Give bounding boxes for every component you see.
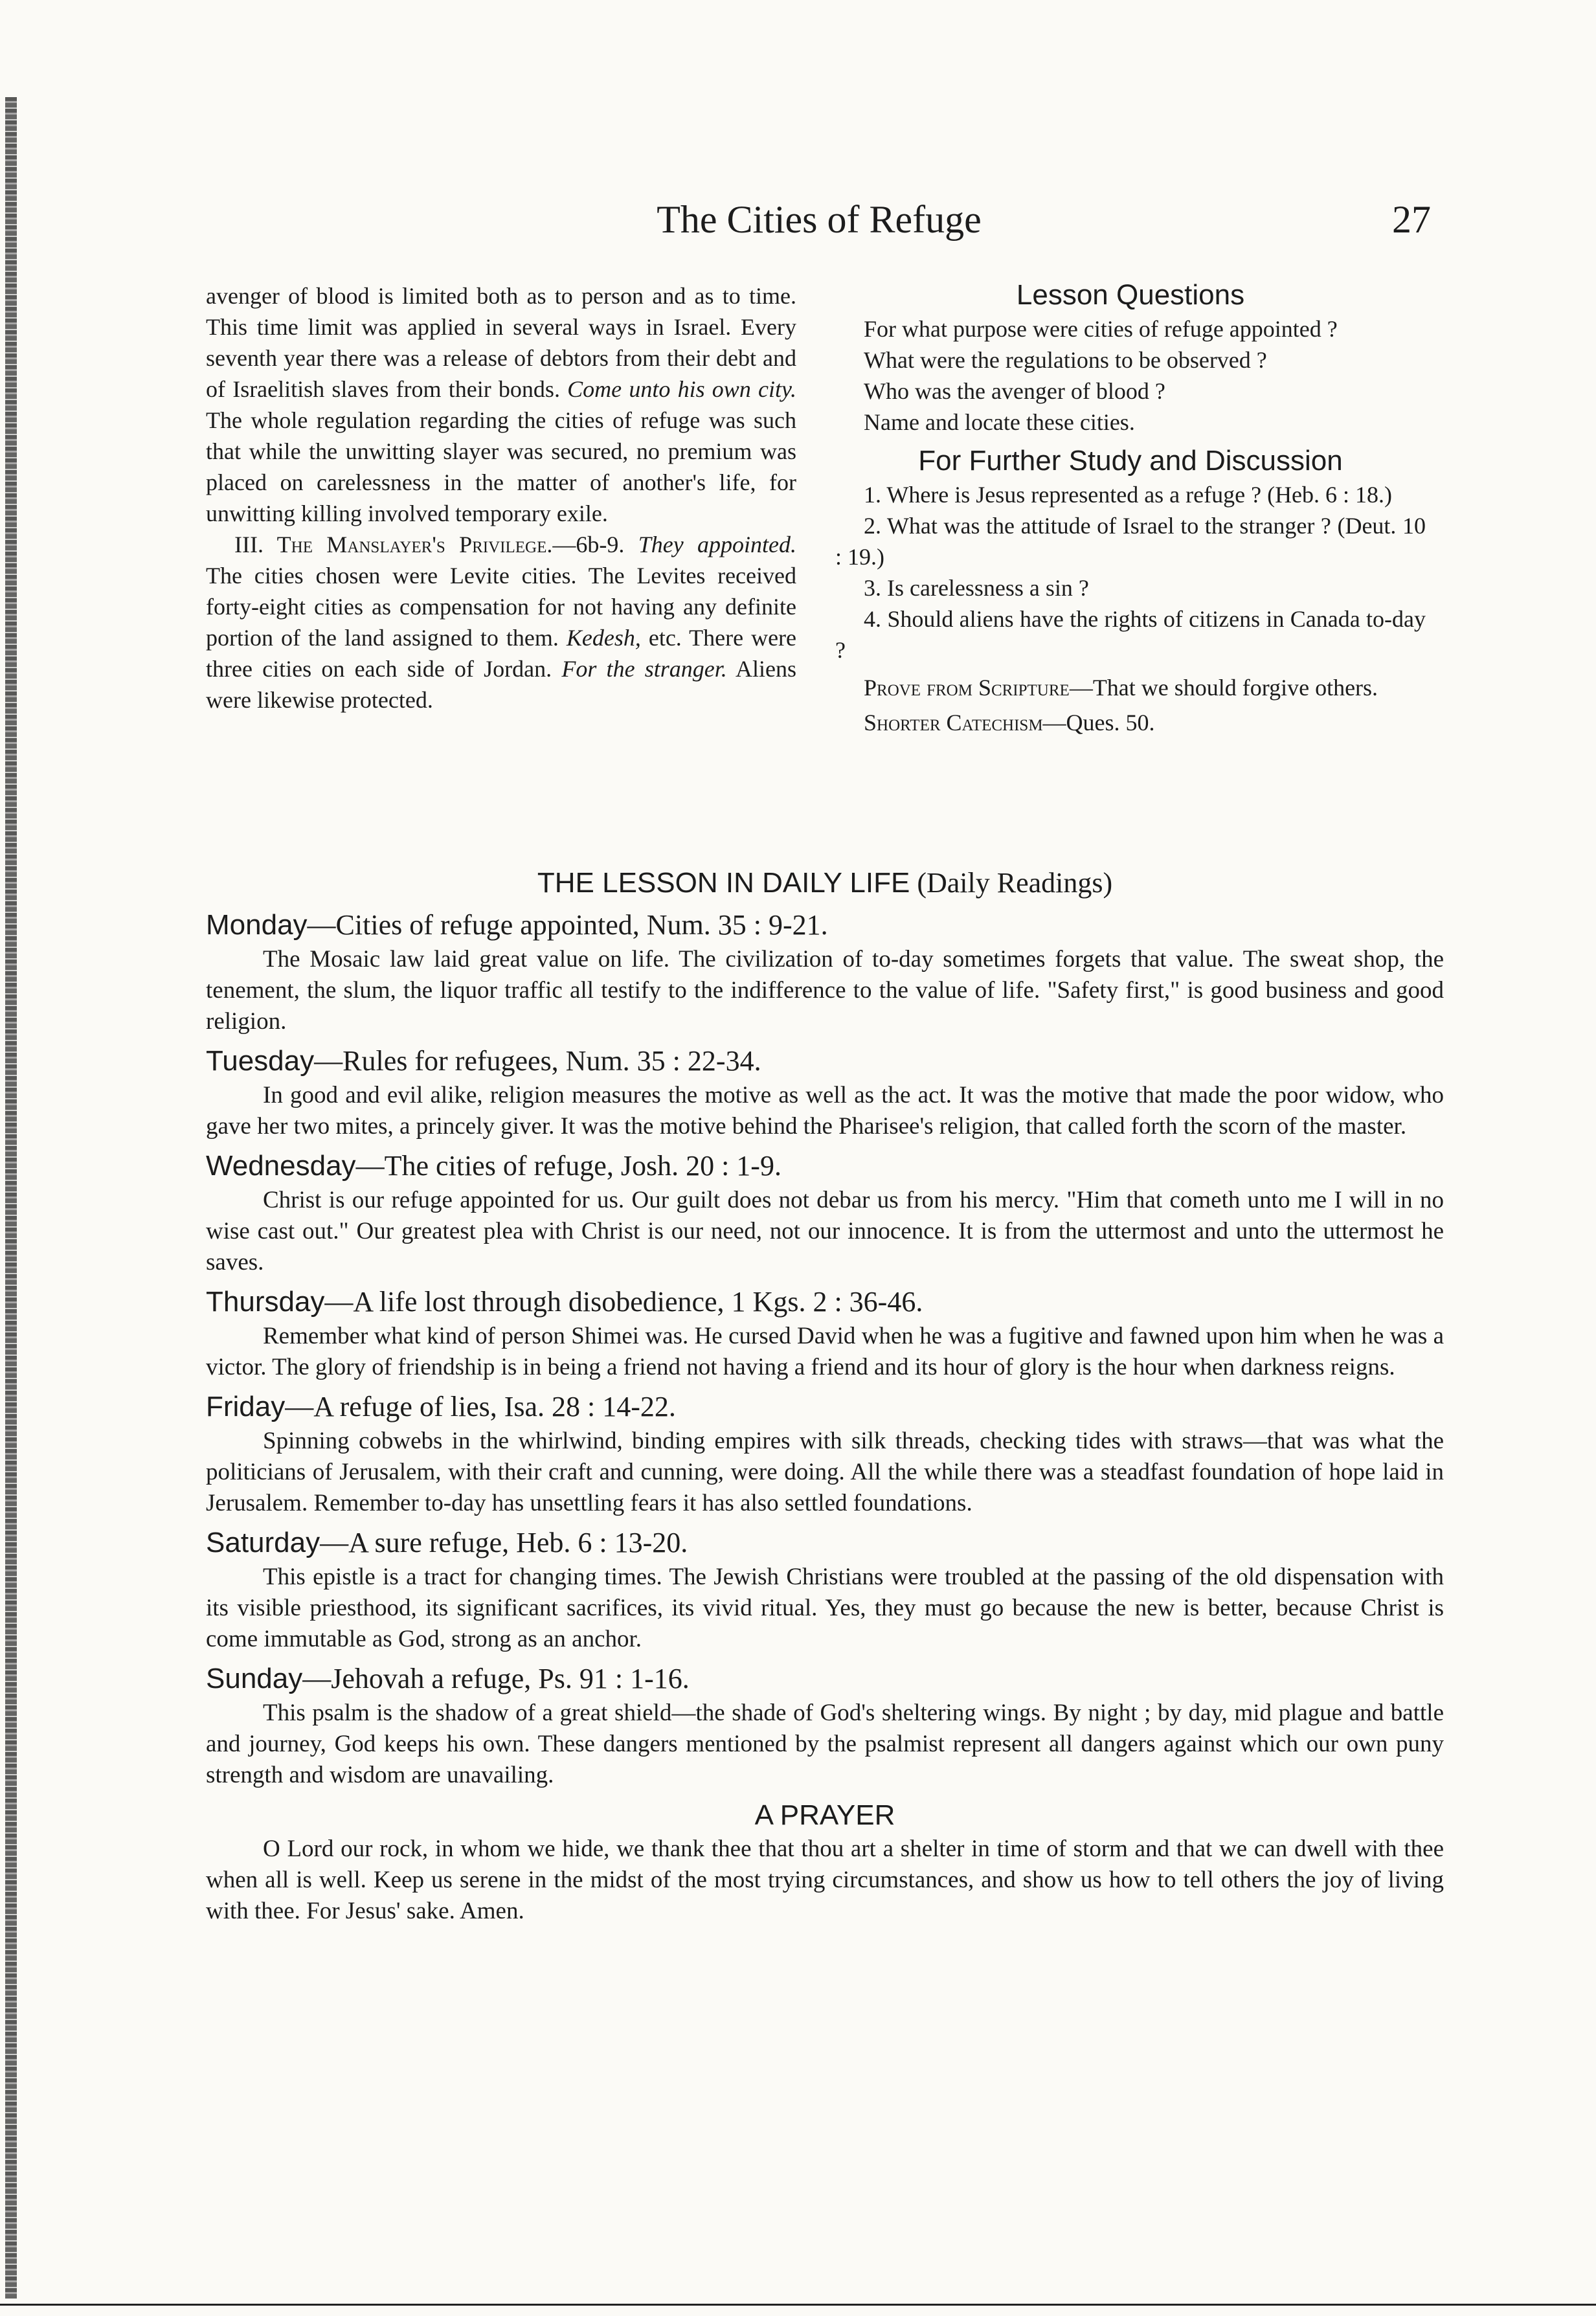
page-header xyxy=(207,197,1431,249)
right-column xyxy=(835,277,1426,738)
bottom-page-edge xyxy=(0,2304,1596,2306)
day-reading-text: This psalm is the shadow of a great shield—the shade of God's sheltering wings. By night ; by day, mid plague and battle and journey, God keeps his own. These dangers mentioned by the psalmist represent all dangers against which our own puny strength and wisdom are unavailing. xyxy=(206,1700,1444,1788)
study-item: 4. Should aliens have the rights of citizens in Canada to-day ? xyxy=(835,606,1426,663)
further-study-heading: For Further Study and Discussion xyxy=(918,445,1343,477)
day-heading: Saturday—A sure refuge, Heb. 6 : 13-20. xyxy=(206,1527,688,1558)
page-number: 27 xyxy=(1392,198,1431,241)
study-item: 2. What was the attitude of Israel to the stranger ? (Deut. 10 : 19.) xyxy=(835,513,1426,570)
left-column xyxy=(206,280,796,715)
study-item: 3. Is carelessness a sin ? xyxy=(864,575,1089,601)
prayer-heading: A PRAYER xyxy=(754,1799,895,1831)
running-title: The Cities of Refuge xyxy=(657,198,982,241)
question-item: What were the regulations to be observed ? xyxy=(864,347,1267,373)
prove-from-scripture: Prove from Scripture—That we should forgive others. xyxy=(864,675,1378,701)
day-reading-text: In good and evil alike, religion measures the motive as well as the act. It was the motive that made the poor widow, who gave her two mites, a princely giver. It was the motive behind the Pharisee's religion, that called forth the scorn of the master. xyxy=(206,1082,1444,1140)
day-reading-text: The Mosaic law laid great value on life. The civilization of to-day sometimes forgets that value. The sweat shop, the tenement, the slum, the liquor traffic all testify to the indifference to the value of life. "Safety first," is good business and good religion. xyxy=(206,946,1444,1035)
shorter-catechism: Shorter Catechism—Ques. 50. xyxy=(864,710,1155,736)
commentary-paragraph: avenger of blood is limited both as to person and as to time. This time limit was applied in several ways in Israel. Every seventh year there was a release of debtors from their debt and of Israelitish slaves from their bonds. Come unto his own city. The whole regulation regarding the cities of refuge was such that while the unwitting slayer was secured, no premium was placed on carelessness in the matter of another's life, for unwitting killing involved temporary exile. xyxy=(206,283,797,526)
day-reading-text: Spinning cobwebs in the whirlwind, binding empires with silk threads, checking tides with straws—that was what the politicians of Jerusalem, with their craft and cunning, were doing. All the while there was a steadfast foundation of hope laid in Jerusalem. Remember to-day has unsettling fears it has also settled foundations. xyxy=(206,1428,1444,1516)
day-reading-text: Remember what kind of person Shimei was. He cursed David when he was a fugitive and fawned upon him when he was a victor. The glory of friendship is in being a friend not having a friend and its hour of glory is the hour when darkness reigns. xyxy=(206,1323,1444,1380)
day-heading: Friday—A refuge of lies, Isa. 28 : 14-22. xyxy=(206,1391,676,1422)
day-heading: Thursday—A life lost through disobedience, 1 Kgs. 2 : 36-46. xyxy=(206,1286,923,1318)
day-heading: Monday—Cities of refuge appointed, Num. 35 : 9-21. xyxy=(206,909,828,941)
prayer-text: O Lord our rock, in whom we hide, we thank thee that thou art a shelter in time of storm and that we can dwell with thee when all is well. Keep us serene in the midst of the most trying circumstances, and show us how to tell others the joy of living with thee. For Jesus' sake. Amen. xyxy=(206,1836,1444,1924)
book-spine-edge xyxy=(5,97,17,2299)
question-item: Who was the avenger of blood ? xyxy=(864,378,1165,404)
daily-readings-heading: THE LESSON IN DAILY LIFE (Daily Readings) xyxy=(537,867,1113,899)
question-item: For what purpose were cities of refuge appointed ? xyxy=(864,316,1338,342)
study-item: 1. Where is Jesus represented as a refuge ? (Heb. 6 : 18.) xyxy=(864,482,1393,508)
day-reading-text: This epistle is a tract for changing times. The Jewish Christians were troubled at the passing of the old dispensation with its visible priesthood, its significant sacrifices, its vivid ritual. Yes, they must go because the new is better, because Christ is come immutable as God, strong as an anchor. xyxy=(206,1564,1444,1652)
day-heading: Wednesday—The cities of refuge, Josh. 20 : 1-9. xyxy=(206,1150,781,1182)
day-heading: Tuesday—Rules for refugees, Num. 35 : 22-34. xyxy=(206,1045,761,1077)
lesson-questions-heading: Lesson Questions xyxy=(1016,279,1245,311)
daily-readings-section xyxy=(206,865,1444,1927)
day-reading-text: Christ is our refuge appointed for us. Our guilt does not debar us from his mercy. "Him that cometh unto me I will in no wise cast out." Our greatest plea with Christ is our need, not our innocence. It is from the uttermost and unto the uttermost he saves. xyxy=(206,1187,1444,1276)
commentary-section-iii: III. The Manslayer's Privilege.—6b-9. They appointed. The cities chosen were Levite cities. The Levites received forty-eight cities as compensation for not having any definite portion of the land assigned to them. Kedesh, etc. There were three cities on each side of Jordan. For the stranger. Aliens were likewise protected. xyxy=(206,532,797,713)
section-heading: III. The Manslayer's Privilege. xyxy=(234,532,553,557)
question-item: Name and locate these cities. xyxy=(864,409,1135,435)
day-heading: Sunday—Jehovah a refuge, Ps. 91 : 1-16. xyxy=(206,1663,690,1694)
